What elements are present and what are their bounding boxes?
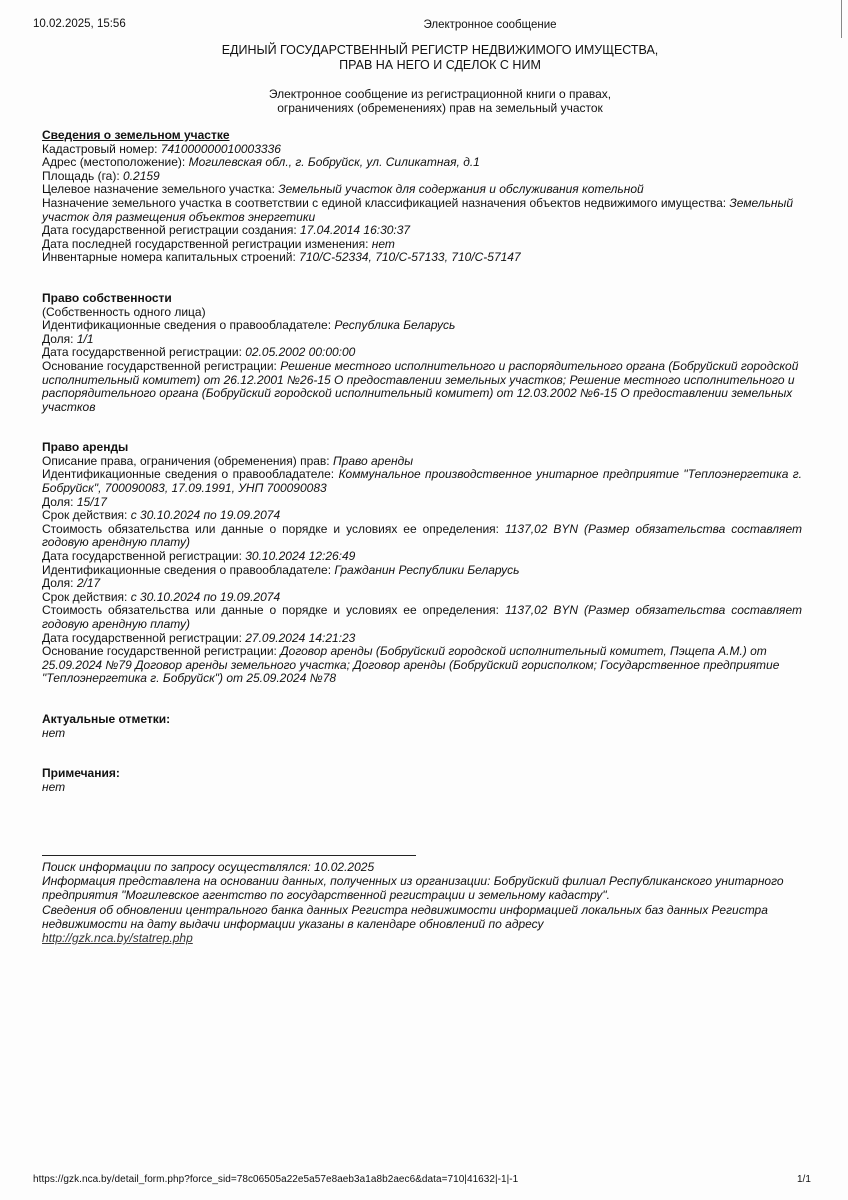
lease-share-1: Доля: 15/17: [42, 494, 107, 509]
message-subtitle: [120, 87, 760, 115]
lease-term-1: Срок действия: с 30.10.2024 по 19.09.2074: [42, 508, 281, 523]
actual-marks-section: [42, 713, 802, 740]
lease-share-2: Доля: 2/17: [42, 576, 101, 591]
lease-section: [42, 441, 802, 686]
lease-holder-1: Идентификационные сведения о правообладателе: Коммунальное производственное унитарное предприятие "Теплоэнергетика г. Бобруйск", 700090083, 17.09.1991, УНП 700090083: [42, 467, 803, 496]
register-title: [120, 43, 760, 73]
ownership-registration-date: Дата государственной регистрации: 02.05.2002 00:00:00: [42, 345, 356, 360]
target-purpose: Целевое назначение земельного участка: Земельный участок для содержания и обслуживания котельной: [42, 182, 644, 197]
document-type: Электронное сообщение: [423, 19, 557, 31]
footer-divider: [42, 855, 416, 856]
area: Площадь (га): 0.2159: [42, 168, 160, 183]
document-body: [42, 129, 802, 794]
lease-heading: Право аренды: [42, 440, 129, 455]
notes-value: нет: [42, 779, 66, 794]
register-title-line2: ПРАВ НА НЕГО И СДЕЛОК С НИМ: [339, 58, 541, 72]
lease-cost-1: Стоимость обязательства или данные о порядке и условиях ее определения: 1137,02 BYN (Размер обязательства составляет годовую арендную плату): [42, 521, 802, 550]
scan-edge-line: [841, 0, 842, 38]
ownership-section: [42, 292, 802, 414]
address: Адрес (местоположение): Могилевская обл., г. Бобруйск, ул. Силикатная, д.1: [42, 155, 480, 170]
lease-cost-2: Стоимость обязательства или данные о порядке и условиях ее определения: 1137,02 BYN (Размер обязательства составляет годовую арендную плату): [42, 603, 802, 631]
footer-search-date: Поиск информации по запросу осуществлялся: 10.02.2025: [42, 860, 375, 874]
actual-marks-value: нет: [42, 725, 66, 740]
footer-source: Информация представлена на основании данных, полученных из организации: Бобруйский филиал Республиканского унитарного предприятия "Могилевское агентство по государственной регистрации и земельному кадастру".: [42, 874, 784, 903]
ownership-share: Доля: 1/1: [42, 331, 94, 346]
register-title-line1: ЕДИНЫЙ ГОСУДАРСТВЕННЫЙ РЕГИСТР НЕДВИЖИМОГО ИМУЩЕСТВА,: [221, 43, 659, 57]
footer-info: [42, 860, 802, 945]
classification-purpose: Назначение земельного участка в соответствии с единой классификацией назначения объектов недвижимого имущества: Земельный участок для размещения объектов энергетики: [42, 195, 794, 224]
lease-holder-2: Идентификационные сведения о правообладателе: Гражданин Республики Беларусь: [42, 562, 520, 577]
lease-basis: Основание государственной регистрации: Договор аренды (Бобруйский городской исполнительный комитет, Пэщепа А.М.) от 25.09.2024 №79 Договор аренды земельного участка; Договор аренды (Бобруйский горисполком; Государственное предприятие "Теплоэнергетика г. Бобруйск") от 25.09.2024 №78: [42, 644, 780, 686]
land-plot-heading: Сведения о земельном участке: [42, 128, 230, 142]
ownership-heading: Право собственности: [42, 290, 172, 305]
lease-term-2: Срок действия: с 30.10.2024 по 19.09.2074: [42, 589, 281, 604]
notes-section: [42, 767, 802, 794]
notes-heading: Примечания:: [42, 766, 120, 781]
creation-registration-date: Дата государственной регистрации создания: 17.04.2014 16:30:37: [42, 223, 411, 238]
inventory-numbers: Инвентарные номера капитальных строений: 710/C-52334, 710/C-57133, 710/C-57147: [42, 250, 521, 265]
ownership-kind: (Собственность одного лица): [42, 304, 206, 319]
actual-marks-heading: Актуальные отметки:: [42, 711, 171, 726]
cadastral-number: Кадастровый номер: 741000000010003336: [42, 141, 281, 156]
statrep-link[interactable]: http://gzk.nca.by/statrep.php: [42, 931, 193, 946]
message-subtitle-line2: ограничениях (обременениях) прав на земельный участок: [277, 101, 603, 115]
ownership-basis: Основание государственной регистрации: Решение местного исполнительного и распорядительного органа (Бобруйский городской исполнительный комитет) от 26.12.2001 №26-15 О предоставлении земельных участков; Решение местного исполнительного и распорядительного органа (Бобруйский городской исполнительный комитет) от 12.03.2002 №6-15 О предоставлении земельных участков: [42, 358, 799, 414]
lease-description: Описание права, ограничения (обременения) прав: Право аренды: [42, 453, 414, 468]
lease-registration-date-2: Дата государственной регистрации: 27.09.2024 14:21:23: [42, 630, 356, 645]
message-subtitle-line1: Электронное сообщение из регистрационной книги о правах,: [268, 87, 612, 101]
print-datetime: 10.02.2025, 15:56: [33, 18, 126, 30]
ownership-holder: Идентификационные сведения о правообладателе: Республика Беларусь: [42, 318, 456, 333]
lease-registration-date-1: Дата государственной регистрации: 30.10.2024 12:26:49: [42, 549, 356, 564]
page-number: 1/1: [797, 1174, 811, 1185]
land-plot-section: [42, 129, 802, 265]
page-url: https://gzk.nca.by/detail_form.php?force_sid=78c06505a22e5a57e8aeb3a1a8b2aec6&data=710|41632|-1|-1: [33, 1174, 519, 1185]
last-change-registration-date: Дата последней государственной регистрации изменения: нет: [42, 236, 395, 251]
footer-updates: Сведения об обновлении центрального банка данных Регистра недвижимости информацией локальных баз данных Регистра недвижимости на дату выдачи информации указаны в календаре обновлений по адресу: [42, 902, 768, 931]
